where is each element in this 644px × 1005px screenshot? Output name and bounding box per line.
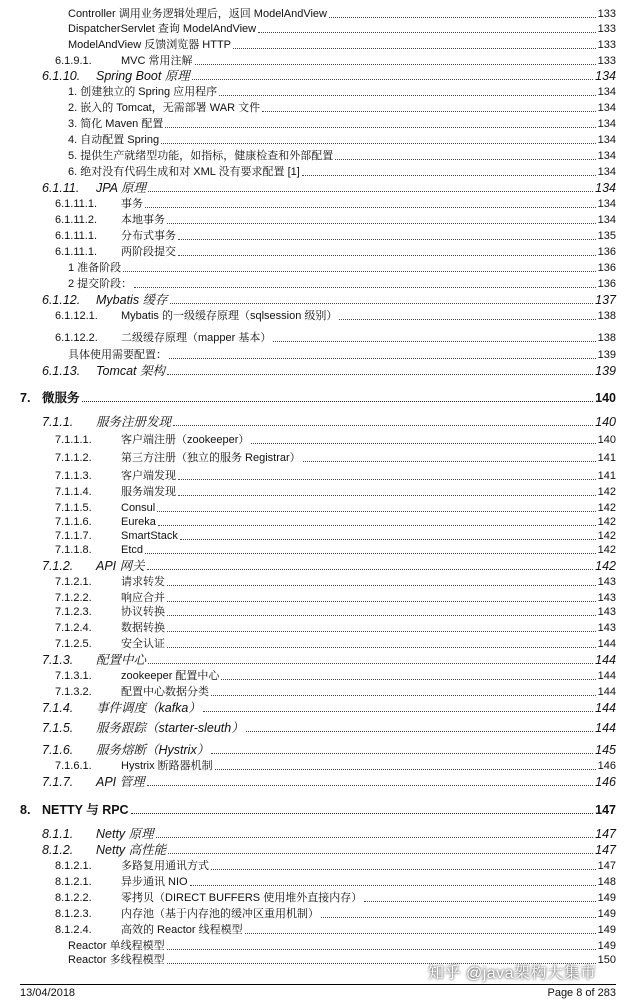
toc-entry[interactable]: [42, 413, 616, 429]
toc-entry-title: 服务端发现: [121, 486, 176, 498]
toc-entry-title: Netty 原理: [96, 827, 154, 841]
toc-entry[interactable]: [68, 131, 616, 147]
toc-entry-page: 134: [597, 86, 616, 98]
toc-entry-title: 协议转换: [121, 606, 165, 618]
toc-entry-page: 150: [597, 954, 616, 966]
toc-entry[interactable]: [55, 683, 616, 699]
toc-entry-page: 134: [597, 214, 616, 226]
toc-entry[interactable]: [55, 857, 616, 873]
dot-leader: [211, 694, 596, 696]
toc-entry-title: 分布式事务: [121, 230, 176, 242]
toc-entry[interactable]: [68, 163, 616, 179]
dot-leader: [211, 868, 596, 870]
toc-entry-title: 5. 提供生产就绪型功能，如指标，健康检查和外部配置: [68, 150, 334, 162]
toc-entry-title: 客户端注册（zookeeper）: [121, 434, 250, 446]
toc-entry-page: 149: [597, 892, 616, 904]
toc-entry-number: 7.1.1.6.: [55, 516, 92, 528]
toc-entry-title: Reactor 单线程模型: [68, 940, 165, 952]
dot-leader: [178, 254, 596, 256]
toc-entry-number: 6.1.12.: [42, 293, 81, 307]
dot-leader: [145, 552, 596, 554]
dot-leader: [123, 270, 595, 272]
toc-entry[interactable]: [55, 905, 616, 921]
dot-leader: [167, 630, 596, 632]
toc-entry-page: 148: [597, 876, 616, 888]
toc-entry-page: 149: [597, 924, 616, 936]
toc-entry[interactable]: [55, 483, 616, 499]
toc-entry-page: 134: [597, 198, 616, 210]
toc-entry-page: 136: [597, 278, 616, 290]
dot-leader: [329, 16, 596, 18]
toc-entry-page: 139: [597, 349, 616, 361]
toc-entry[interactable]: [42, 699, 616, 715]
toc-entry[interactable]: [68, 83, 616, 99]
dot-leader: [156, 836, 593, 838]
toc-entry[interactable]: [68, 115, 616, 131]
toc-entry[interactable]: [42, 67, 616, 83]
dot-leader: [169, 357, 596, 359]
toc-entry-number: 7.1.1.: [42, 415, 74, 429]
toc-entry[interactable]: [55, 467, 616, 483]
dot-leader: [82, 400, 594, 402]
toc-entry-title: Reactor 多线程模型: [68, 954, 165, 966]
toc-entry-page: 147: [595, 827, 616, 841]
toc-entry-page: 143: [597, 576, 616, 588]
toc-entry-number: 8.1.2.2.: [55, 892, 92, 904]
toc-entry-page: 147: [597, 860, 616, 872]
toc-entry-page: 143: [597, 606, 616, 618]
toc-entry-title: 数据转换: [121, 622, 165, 634]
toc-entry[interactable]: [55, 449, 616, 465]
toc-entry[interactable]: [55, 603, 616, 619]
toc-entry-page: 141: [597, 470, 616, 482]
toc-entry-number: 7.1.2.2.: [55, 592, 92, 604]
toc-entry-title: 客户端发现: [121, 470, 176, 482]
toc-entry-page: 146: [597, 760, 616, 772]
toc-entry[interactable]: [55, 541, 616, 557]
toc-entry-title: 6. 绝对没有代码生成和对 XML 没有要求配置 [1]: [68, 166, 300, 178]
toc-entry[interactable]: [42, 773, 616, 789]
toc-entry-title: 多路复用通讯方式: [121, 860, 209, 872]
toc-entry-title: 本地事务: [121, 214, 165, 226]
dot-leader: [167, 646, 596, 648]
toc-entry[interactable]: [68, 36, 616, 52]
dot-leader: [180, 538, 596, 540]
toc-entry-title: 配置中心数据分类: [121, 686, 209, 698]
dot-leader: [245, 932, 596, 934]
toc-entry[interactable]: [55, 921, 616, 937]
toc-entry-title: 1. 创建独立的 Spring 应用程序: [68, 86, 218, 98]
toc-entry[interactable]: [55, 227, 616, 243]
toc-entry-page: 134: [597, 150, 616, 162]
toc-entry-number: 8.1.2.: [42, 843, 74, 857]
toc-entry-page: 142: [597, 502, 616, 514]
toc-entry-page: 144: [597, 638, 616, 650]
toc-entry[interactable]: [55, 307, 616, 323]
dot-leader: [157, 510, 595, 512]
dot-leader: [215, 768, 596, 770]
dot-leader: [167, 222, 596, 224]
toc-entry-title: NETTY 与 RPC: [42, 803, 129, 817]
toc-entry-title: 两阶段提交: [121, 246, 176, 258]
toc-entry-number: 7.1.7.: [42, 775, 74, 789]
toc-entry-number: 6.1.10.: [42, 69, 81, 83]
toc-entry-title: 二级缓存原理（mapper 基本）: [121, 332, 272, 344]
dot-leader: [167, 600, 596, 602]
toc-entry[interactable]: [68, 147, 616, 163]
toc-entry[interactable]: [55, 889, 616, 905]
toc-entry-page: 140: [597, 434, 616, 446]
toc-entry-page: 133: [597, 39, 616, 51]
toc-entry-page: 138: [597, 332, 616, 344]
toc-entry-page: 145: [595, 743, 616, 757]
toc-entry-title: 4. 自动配置 Spring: [68, 134, 160, 146]
toc-entry-number: 6.1.11.1.: [55, 230, 97, 242]
toc-entry-page: 137: [595, 293, 616, 307]
dot-leader: [364, 900, 595, 902]
dot-leader: [131, 812, 594, 814]
toc-entry-title: Hystrix 断路器机制: [121, 760, 213, 772]
toc-entry-number: 7.1.1.5.: [55, 502, 92, 514]
dot-leader: [148, 662, 593, 664]
toc-entry[interactable]: [42, 179, 616, 195]
toc-entry-number: 6.1.11.1.: [55, 198, 97, 210]
toc-entry-page: 140: [595, 415, 616, 429]
dot-leader: [178, 478, 596, 480]
toc-entry-title: Controller 调用业务逻辑处理后，返回 ModelAndView: [68, 8, 327, 20]
dot-leader: [170, 302, 594, 304]
toc-entry-page: 136: [597, 246, 616, 258]
toc-entry-page: 134: [597, 118, 616, 130]
toc-entry-number: 7.1.6.1.: [55, 760, 92, 772]
toc-entry[interactable]: [55, 195, 616, 211]
toc-entry-title: 零拷贝（DIRECT BUFFERS 使用堆外直接内存）: [121, 892, 363, 904]
dot-leader: [190, 884, 596, 886]
toc-entry[interactable]: [42, 841, 616, 857]
toc-entry-page: 141: [597, 452, 616, 464]
dot-leader: [233, 47, 596, 49]
toc-entry[interactable]: [68, 20, 616, 36]
toc-entry-title: 请求转发: [121, 576, 165, 588]
toc-entry-number: 7.1.5.: [42, 721, 74, 735]
toc-entry-page: 147: [595, 803, 616, 817]
toc-entry-page: 134: [597, 134, 616, 146]
toc-entry-page: 133: [597, 55, 616, 67]
dot-leader: [339, 318, 595, 320]
toc-entry-number: 7.1.4.: [42, 701, 74, 715]
toc-entry-number: 7.1.2.4.: [55, 622, 92, 634]
toc-entry-page: 149: [597, 940, 616, 952]
toc-entry[interactable]: [55, 873, 616, 889]
toc-entry-number: 7.1.3.2.: [55, 686, 92, 698]
toc-entry[interactable]: [55, 52, 616, 68]
dot-leader: [173, 424, 593, 426]
dot-leader: [167, 614, 596, 616]
toc-entry-title: 异步通讯 NIO: [121, 876, 188, 888]
toc-entry-page: 143: [597, 622, 616, 634]
toc-entry-number: 8.1.2.1.: [55, 860, 92, 872]
toc-entry[interactable]: [42, 825, 616, 841]
toc-entry-page: 133: [597, 23, 616, 35]
toc-entry-page: 144: [597, 670, 616, 682]
toc-entry-title: zookeeper 配置中心: [121, 670, 220, 682]
dot-leader: [167, 948, 596, 950]
toc-entry[interactable]: [55, 431, 616, 447]
toc-entry-title: 2 提交阶段：: [68, 278, 133, 290]
toc-entry-page: 139: [595, 364, 616, 378]
dot-leader: [246, 730, 593, 732]
toc-entry[interactable]: [55, 329, 616, 345]
dot-leader: [147, 568, 594, 570]
toc-entry-title: 配置中心: [96, 653, 147, 667]
dot-leader: [251, 442, 595, 444]
toc-entry-page: 134: [597, 166, 616, 178]
watermark: 知乎 @java架构大集市: [428, 965, 597, 982]
dot-leader: [203, 710, 593, 712]
toc-entry-title: Etcd: [121, 544, 144, 556]
toc-entry-number: 7.: [20, 391, 31, 405]
toc-entry-title: 响应合并: [121, 592, 165, 604]
toc-entry-title: Netty 高性能: [96, 843, 167, 857]
toc-entry[interactable]: [55, 619, 616, 635]
toc-entry-title: Spring Boot 原理: [96, 69, 190, 83]
toc-entry-number: 8.1.2.1.: [55, 876, 92, 888]
toc-entry-title: 服务跟踪（starter-sleuth）: [96, 721, 244, 735]
toc-entry[interactable]: [55, 635, 616, 651]
toc-entry-number: 7.1.1.4.: [55, 486, 92, 498]
toc-entry-number: 7.1.3.: [42, 653, 74, 667]
toc-entry[interactable]: [20, 387, 616, 405]
toc-entry-number: 7.1.6.: [42, 743, 74, 757]
toc-entry-page: 142: [597, 530, 616, 542]
toc-entry[interactable]: [68, 275, 616, 291]
dot-leader: [168, 852, 593, 854]
toc-entry-number: 7.1.1.2.: [55, 452, 92, 464]
footer-page-count: Page 8 of 283: [547, 987, 616, 999]
toc-entry-page: 135: [597, 230, 616, 242]
toc-entry-title: 2. 嵌入的 Tomcat，无需部署 WAR 文件: [68, 102, 261, 114]
toc-entry-title: 服务注册发现: [96, 415, 172, 429]
toc-entry[interactable]: [68, 259, 616, 275]
toc-entry[interactable]: [42, 719, 616, 735]
dot-leader: [178, 238, 596, 240]
toc-entry-title: 事件调度（kafka）: [96, 701, 201, 715]
toc-entry-title: Mybatis 缓存: [96, 293, 168, 307]
toc-entry-title: Eureka: [121, 516, 156, 528]
toc-entry-number: 7.1.1.1.: [55, 434, 92, 446]
toc-entry[interactable]: [55, 573, 616, 589]
toc-entry-title: 微服务: [42, 391, 80, 405]
dot-leader: [192, 78, 593, 80]
dot-leader: [335, 158, 595, 160]
toc-entry-title: 事务: [121, 198, 143, 210]
toc-entry-page: 144: [595, 653, 616, 667]
toc-entry-number: 7.1.2.1.: [55, 576, 92, 588]
page-footer: [20, 984, 616, 1005]
toc-entry-number: 6.1.9.1.: [55, 55, 92, 67]
toc-entry-number: 7.1.2.3.: [55, 606, 92, 618]
dot-leader: [167, 373, 593, 375]
toc-entry-number: 8.1.1.: [42, 827, 74, 841]
dot-leader: [178, 494, 596, 496]
toc-entry-title: Mybatis 的一级缓存原理（sqlsession 级别）: [121, 310, 338, 322]
toc-entry-number: 6.1.12.2.: [55, 332, 98, 344]
toc-entry-number: 6.1.11.1.: [55, 246, 97, 258]
toc-entry[interactable]: [68, 99, 616, 115]
toc-entry-title: API 网关: [96, 559, 145, 573]
toc-entry-page: 142: [597, 516, 616, 528]
toc-entry[interactable]: [42, 362, 616, 378]
toc-entry-number: 7.1.1.7.: [55, 530, 92, 542]
toc-entry[interactable]: [42, 741, 616, 757]
toc-entry-number: 6.1.11.2.: [55, 214, 97, 226]
toc-entry[interactable]: [68, 5, 616, 21]
toc-entry[interactable]: [42, 291, 616, 307]
toc-entry-page: 140: [595, 391, 616, 405]
dot-leader: [302, 174, 596, 176]
toc-entry-number: 8.1.2.3.: [55, 908, 92, 920]
dot-leader: [134, 286, 595, 288]
toc-entry-title: 高效的 Reactor 线程模型: [121, 924, 243, 936]
toc-entry-page: 142: [595, 559, 616, 573]
dot-leader: [221, 678, 595, 680]
dot-leader: [195, 63, 596, 65]
dot-leader: [262, 110, 596, 112]
toc-entry-number: 7.1.1.3.: [55, 470, 92, 482]
toc-entry-title: SmartStack: [121, 530, 178, 542]
toc-entry[interactable]: [55, 667, 616, 683]
toc-entry-number: 6.1.13.: [42, 364, 81, 378]
toc-entry[interactable]: [20, 799, 616, 817]
toc-entry-page: 149: [597, 908, 616, 920]
dot-leader: [167, 584, 596, 586]
toc-entry[interactable]: [55, 757, 616, 773]
toc-entry-number: 6.1.12.1.: [55, 310, 98, 322]
dot-leader: [321, 916, 596, 918]
toc-entry-page: 144: [595, 701, 616, 715]
toc-entry-page: 147: [595, 843, 616, 857]
toc-entry-page: 134: [595, 181, 616, 195]
toc-entry-page: 146: [595, 775, 616, 789]
dot-leader: [303, 460, 596, 462]
toc-entry-title: 内存池（基于内存池的缓冲区重用机制）: [121, 908, 319, 920]
dot-leader: [147, 784, 594, 786]
toc-entry-page: 134: [597, 102, 616, 114]
toc-entry-page: 136: [597, 262, 616, 274]
toc-entry-title: 具体使用需要配置：: [68, 349, 167, 361]
dot-leader: [158, 524, 596, 526]
toc-entry[interactable]: [55, 211, 616, 227]
dot-leader: [219, 94, 596, 96]
toc-entry-title: Consul: [121, 502, 156, 514]
toc-entry-title: ModelAndView 反馈浏览器 HTTP: [68, 39, 232, 51]
toc-entry-number: 7.1.3.1.: [55, 670, 92, 682]
toc-entry-title: 安全认证: [121, 638, 165, 650]
toc-entry-title: JPA 原理: [96, 181, 147, 195]
dot-leader: [165, 126, 595, 128]
toc-entry-title: 1 准备阶段: [68, 262, 122, 274]
toc-entry-page: 142: [597, 544, 616, 556]
dot-leader: [145, 206, 596, 208]
toc-entry-number: 7.1.2.5.: [55, 638, 92, 650]
dot-leader: [148, 190, 593, 192]
toc-entry-title: 服务熔断（Hystrix）: [96, 743, 210, 757]
toc-entry[interactable]: [68, 346, 616, 362]
toc-entry-page: 142: [597, 486, 616, 498]
toc-entry-number: 7.1.2.: [42, 559, 74, 573]
toc-entry-number: 7.1.1.8.: [55, 544, 92, 556]
toc-entry[interactable]: [55, 243, 616, 259]
toc-entry-title: DispatcherServlet 查询 ModelAndView: [68, 23, 257, 35]
toc-entry-title: 3. 简化 Maven 配置: [68, 118, 164, 130]
dot-leader: [161, 142, 596, 144]
toc-entry-page: 144: [597, 686, 616, 698]
dot-leader: [258, 31, 596, 33]
toc-entry-title: Tomcat 架构: [96, 364, 166, 378]
footer-date: 13/04/2018: [20, 987, 76, 999]
toc-entry-number: 8.: [20, 803, 31, 817]
toc-entry-number: 6.1.11.: [42, 181, 80, 195]
toc-entry-page: 144: [595, 721, 616, 735]
toc-entry-title: MVC 常用注解: [121, 55, 193, 67]
toc-entry-page: 133: [597, 8, 616, 20]
toc-entry-number: 8.1.2.4.: [55, 924, 92, 936]
toc-entry-page: 138: [597, 310, 616, 322]
toc-entry[interactable]: [42, 557, 616, 573]
dot-leader: [211, 752, 593, 754]
toc-entry-page: 134: [595, 69, 616, 83]
toc-entry-page: 143: [597, 592, 616, 604]
dot-leader: [273, 340, 595, 342]
toc-entry[interactable]: [42, 651, 616, 667]
toc-entry-title: API 管理: [96, 775, 145, 789]
toc-entry-title: 第三方注册（独立的服务 Registrar）: [121, 452, 301, 464]
